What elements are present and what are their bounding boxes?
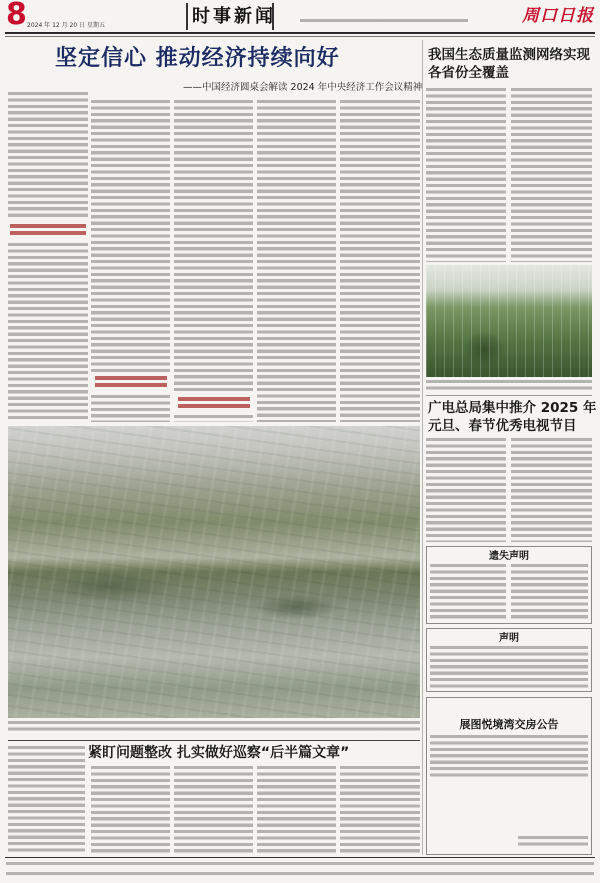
eco-headline-line: 各省份全覆盖: [428, 65, 509, 81]
body-text: [8, 92, 88, 220]
body-text: [511, 438, 592, 542]
body-text: [91, 100, 170, 372]
editor-credits: [300, 19, 468, 23]
lost-notice-title: 遗失声明: [489, 551, 529, 562]
footer-rule: [5, 857, 595, 858]
greenhouse-photo: [426, 265, 592, 377]
notice-text: [511, 564, 588, 621]
footer-contact-line: [6, 872, 594, 876]
notice-signature: [518, 836, 588, 849]
body-text: [340, 766, 420, 855]
article-rule: [426, 395, 592, 396]
body-text: [8, 746, 85, 855]
section-subhead: [95, 376, 167, 390]
page-number: 8: [6, 0, 27, 32]
header-rule: [5, 32, 595, 34]
column-divider: [422, 40, 423, 855]
footer-address-line: [6, 862, 594, 866]
body-text: [257, 766, 336, 855]
photo-caption: [426, 380, 592, 393]
article-rule: [8, 740, 420, 741]
section-title: 时事新闻: [192, 6, 276, 27]
aerial-wetland-photo: [8, 426, 420, 718]
issue-date: 2024 年 12 月 20 日 星期五: [27, 22, 105, 29]
handover-notice-title: 展图悦境湾交房公告: [459, 718, 559, 731]
notice-text: [430, 564, 506, 621]
notice-text: [430, 735, 588, 779]
header-rule-thin: [5, 36, 595, 37]
newspaper-logo: 周口日报: [522, 6, 594, 26]
body-text: [174, 766, 253, 855]
lead-subheadline: ——中国经济圆桌会解读 2024 年中央经济工作会议精神: [183, 82, 423, 93]
body-text: [426, 88, 506, 262]
body-text: [174, 100, 253, 392]
photo-caption: [8, 721, 420, 734]
body-text: [426, 438, 506, 542]
body-text: [174, 415, 253, 422]
body-text: [340, 100, 420, 422]
tv-headline-line: 广电总局集中推介 2025 年: [428, 400, 597, 416]
section-subhead: [10, 224, 86, 238]
body-text: [91, 766, 170, 855]
body-text: [257, 100, 336, 422]
body-text: [8, 243, 88, 422]
tv-headline-line: 元旦、春节优秀电视节目: [428, 418, 577, 434]
tv-headline: [428, 399, 597, 435]
inspection-headline: 紧盯问题整改 扎实做好巡察“后半篇文章”: [88, 745, 350, 761]
section-subhead: [178, 397, 250, 411]
statement-title: 声明: [499, 633, 519, 644]
notice-text: [430, 646, 588, 689]
lead-headline: 坚定信心 推动经济持续向好: [55, 46, 340, 71]
body-text: [511, 88, 592, 262]
eco-headline: [428, 46, 594, 82]
eco-headline-line: 我国生态质量监测网络实现: [428, 47, 590, 63]
body-text: [91, 395, 170, 422]
